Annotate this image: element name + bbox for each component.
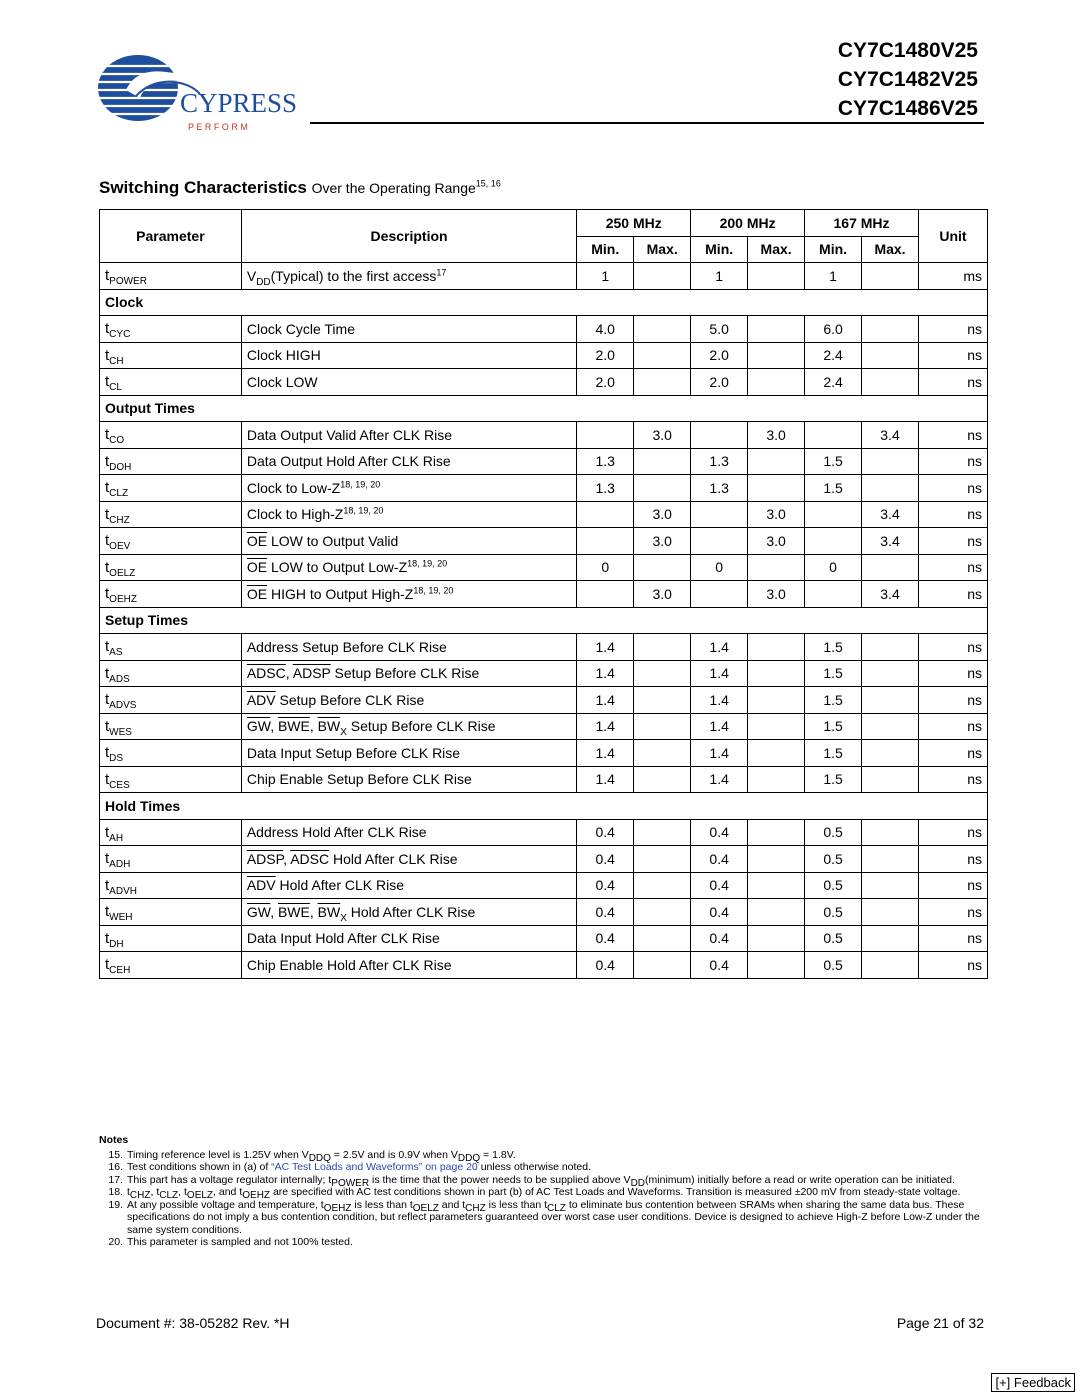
min-value-cell: 1.4 xyxy=(577,740,634,767)
min-value-cell: 1.4 xyxy=(577,660,634,687)
cypress-logo xyxy=(96,50,306,135)
min-value-cell: 1.4 xyxy=(577,713,634,740)
max-value-cell xyxy=(748,475,805,502)
max-value-cell xyxy=(862,740,919,767)
table-row xyxy=(100,952,988,979)
min-value-cell xyxy=(691,528,748,555)
unit-cell: ns xyxy=(918,713,987,740)
min-value-cell: 0.5 xyxy=(805,846,862,873)
min-value-cell: 1.3 xyxy=(577,448,634,475)
parameter-cell: $t_{AS}$ xyxy=(100,634,242,661)
min-value-cell: 1.4 xyxy=(691,740,748,767)
unit-cell: ns xyxy=(918,369,987,396)
group-label: Setup Times xyxy=(100,607,988,634)
max-value-cell xyxy=(862,819,919,846)
unit-cell: ns xyxy=(918,952,987,979)
min-value-cell: 1.5 xyxy=(805,475,862,502)
header-167mhz: 167 MHz xyxy=(805,210,919,237)
table-row xyxy=(100,528,988,555)
parameter-cell: $t_{CO}$ xyxy=(100,422,242,449)
section-refs: 15, 16 xyxy=(475,178,501,189)
description-cell: Chip Enable Hold After CLK Rise xyxy=(241,952,576,979)
table-row xyxy=(100,740,988,767)
note-16: 16. Test conditions shown in (a) of “AC Test Loads and Waveforms” on page 20 unless otherwise noted. xyxy=(108,1161,592,1173)
min-value-cell: 0.4 xyxy=(691,872,748,899)
max-value-cell xyxy=(634,819,691,846)
description-cell: ADSC, ADSP Setup Before CLK Rise xyxy=(241,660,576,687)
max-value-cell xyxy=(634,263,691,290)
min-value-cell: 0.5 xyxy=(805,952,862,979)
parameter-cell: $t_{OEV}$ xyxy=(100,528,242,555)
header-max: Max. xyxy=(634,236,691,263)
max-value-cell xyxy=(748,263,805,290)
max-value-cell xyxy=(748,554,805,581)
section-subtitle: Over the Operating Range xyxy=(311,180,476,196)
max-value-cell xyxy=(748,342,805,369)
parameter-cell: $t_{CES}$ xyxy=(100,766,242,793)
header-200mhz: 200 MHz xyxy=(691,210,805,237)
min-value-cell: 2.0 xyxy=(691,369,748,396)
min-value-cell: 1.4 xyxy=(577,766,634,793)
min-value-cell: 1.4 xyxy=(577,687,634,714)
max-value-cell xyxy=(634,342,691,369)
parameter-cell: $t_{CYC}$ xyxy=(100,316,242,343)
header-max: Max. xyxy=(862,236,919,263)
table-row xyxy=(100,369,988,396)
parameter-cell: $t_{CEH}$ xyxy=(100,952,242,979)
page-number: Page 21 of 32 xyxy=(896,1315,984,1331)
min-value-cell: 1.5 xyxy=(805,687,862,714)
min-value-cell: 0.5 xyxy=(805,872,862,899)
min-value-cell: 0.5 xyxy=(805,819,862,846)
min-value-cell xyxy=(805,581,862,608)
min-value-cell: 0.5 xyxy=(805,925,862,952)
description-cell: Data Input Hold After CLK Rise xyxy=(241,925,576,952)
part-number: CY7C1482V25 xyxy=(837,68,978,91)
max-value-cell xyxy=(862,766,919,793)
max-value-cell xyxy=(634,925,691,952)
feedback-button[interactable]: [+] Feedback xyxy=(991,1373,1075,1392)
min-value-cell: 1.5 xyxy=(805,660,862,687)
min-value-cell xyxy=(577,528,634,555)
header-min: Min. xyxy=(691,236,748,263)
table-row xyxy=(100,687,988,714)
min-value-cell xyxy=(577,581,634,608)
max-value-cell xyxy=(862,660,919,687)
max-value-cell xyxy=(634,448,691,475)
description-cell: GW, BWE, $BW_X$ Hold After CLK Rise xyxy=(241,899,576,926)
parameter-cell: $t_{DS}$ xyxy=(100,740,242,767)
max-value-cell: 3.0 xyxy=(748,501,805,528)
description-cell: Clock to Low-$Z^{18, 19, 20}$ xyxy=(241,475,576,502)
note-18: 18. $t_{CHZ}$, $t_{CLZ}$, $t_{OELZ}$, and $t_{OEHZ}$ are specified with AC test conditions shown in part (b) of AC Test Loads and Waveforms. Transition is measured ±200 mV from steady-state voltage. xyxy=(108,1186,961,1202)
description-cell: ADSP, ADSC Hold After CLK Rise xyxy=(241,846,576,873)
max-value-cell xyxy=(748,819,805,846)
table-body xyxy=(100,263,988,979)
unit-cell: ns xyxy=(918,846,987,873)
parameter-cell: $t_{DOH}$ xyxy=(100,448,242,475)
min-value-cell: 1.5 xyxy=(805,740,862,767)
max-value-cell: 3.4 xyxy=(862,501,919,528)
section-title xyxy=(99,178,501,198)
description-cell: OE HIGH to Output High-$Z^{18, 19, 20}$ xyxy=(241,581,576,608)
max-value-cell xyxy=(748,634,805,661)
max-value-cell xyxy=(634,687,691,714)
note-17: 17. This part has a voltage regulator internally; $t_{POWER}$ is the time that the power needs to be supplied above $V_{DD}(minimum)$ initially before a read or write operation can be initiated. xyxy=(108,1173,955,1189)
unit-cell: ns xyxy=(918,501,987,528)
min-value-cell xyxy=(577,501,634,528)
min-value-cell: 2.0 xyxy=(577,342,634,369)
unit-cell: ns xyxy=(918,766,987,793)
min-value-cell: 1.4 xyxy=(691,713,748,740)
table-row xyxy=(100,660,988,687)
table-row xyxy=(100,263,988,290)
min-value-cell: 1.4 xyxy=(577,634,634,661)
max-value-cell xyxy=(862,872,919,899)
min-value-cell: 0.4 xyxy=(577,952,634,979)
max-value-cell xyxy=(634,846,691,873)
header-unit: Unit xyxy=(918,210,987,263)
max-value-cell: 3.4 xyxy=(862,581,919,608)
table-row xyxy=(100,448,988,475)
parameter-cell: $t_{ADS}$ xyxy=(100,660,242,687)
min-value-cell: 1.5 xyxy=(805,448,862,475)
table-group-row xyxy=(100,289,988,316)
min-value-cell: 2.4 xyxy=(805,369,862,396)
group-label: Clock xyxy=(100,289,988,316)
min-value-cell xyxy=(805,422,862,449)
max-value-cell xyxy=(862,925,919,952)
table-row xyxy=(100,554,988,581)
description-cell: Data Output Hold After CLK Rise xyxy=(241,448,576,475)
max-value-cell: 3.0 xyxy=(634,501,691,528)
table-row xyxy=(100,634,988,661)
unit-cell: ns xyxy=(918,581,987,608)
max-value-cell: 3.4 xyxy=(862,422,919,449)
unit-cell: ns xyxy=(918,819,987,846)
max-value-cell: 3.0 xyxy=(634,528,691,555)
max-value-cell: 3.0 xyxy=(634,422,691,449)
parameter-cell: $t_{CH}$ xyxy=(100,342,242,369)
table-row xyxy=(100,342,988,369)
max-value-cell xyxy=(862,448,919,475)
unit-cell: ns xyxy=(918,475,987,502)
unit-cell: ns xyxy=(918,660,987,687)
unit-cell: ns xyxy=(918,554,987,581)
parameter-cell: $t_{WEH}$ xyxy=(100,899,242,926)
max-value-cell: 3.0 xyxy=(748,581,805,608)
max-value-cell xyxy=(748,846,805,873)
min-value-cell: 1.5 xyxy=(805,766,862,793)
unit-cell: ns xyxy=(918,448,987,475)
max-value-cell xyxy=(748,740,805,767)
section-title-text: Switching Characteristics xyxy=(99,178,307,197)
min-value-cell: 1.4 xyxy=(691,766,748,793)
min-value-cell: 0.4 xyxy=(691,952,748,979)
min-value-cell: 0 xyxy=(691,554,748,581)
min-value-cell: 0 xyxy=(805,554,862,581)
table-row xyxy=(100,925,988,952)
table-group-row xyxy=(100,793,988,820)
max-value-cell xyxy=(862,369,919,396)
max-value-cell xyxy=(748,687,805,714)
min-value-cell: 6.0 xyxy=(805,316,862,343)
max-value-cell xyxy=(634,554,691,581)
parameter-cell: $t_{ADVS}$ xyxy=(100,687,242,714)
table-row xyxy=(100,316,988,343)
unit-cell: ms xyxy=(918,263,987,290)
max-value-cell xyxy=(634,634,691,661)
unit-cell: ns xyxy=(918,740,987,767)
description-cell: Address Setup Before CLK Rise xyxy=(241,634,576,661)
parameter-cell: $t_{DH}$ xyxy=(100,925,242,952)
table-group-row xyxy=(100,395,988,422)
min-value-cell xyxy=(691,422,748,449)
min-value-cell: 4.0 xyxy=(577,316,634,343)
unit-cell: ns xyxy=(918,899,987,926)
min-value-cell: 0.4 xyxy=(691,819,748,846)
max-value-cell xyxy=(862,846,919,873)
note-20: 20. This parameter is sampled and not 100% tested. xyxy=(108,1236,353,1248)
max-value-cell: 3.4 xyxy=(862,528,919,555)
part-number: CY7C1486V25 xyxy=(837,97,978,120)
max-value-cell: 3.0 xyxy=(748,528,805,555)
min-value-cell: 0 xyxy=(577,554,634,581)
logo-wordmark: CYPRESS xyxy=(180,88,298,118)
min-value-cell: 1.3 xyxy=(691,448,748,475)
max-value-cell xyxy=(748,369,805,396)
parameter-cell: $t_{CLZ}$ xyxy=(100,475,242,502)
description-cell: ADV Setup Before CLK Rise xyxy=(241,687,576,714)
min-value-cell: 1.3 xyxy=(691,475,748,502)
parameter-cell: $t_{ADH}$ xyxy=(100,846,242,873)
min-value-cell: 1.5 xyxy=(805,634,862,661)
max-value-cell xyxy=(862,316,919,343)
max-value-cell xyxy=(862,475,919,502)
max-value-cell xyxy=(862,713,919,740)
table-group-row xyxy=(100,607,988,634)
table-row xyxy=(100,581,988,608)
header-parameter: Parameter xyxy=(100,210,242,263)
parameter-cell: $t_{ADVH}$ xyxy=(100,872,242,899)
parameter-cell: $t_{CHZ}$ xyxy=(100,501,242,528)
max-value-cell xyxy=(634,899,691,926)
cypress-logo-graphic xyxy=(96,50,306,135)
max-value-cell xyxy=(634,766,691,793)
min-value-cell: 0.4 xyxy=(691,925,748,952)
table-row xyxy=(100,872,988,899)
max-value-cell xyxy=(748,713,805,740)
note-15: 15. Timing reference level is 1.25V when $V_{DDQ} = 2.5V$ and is 0.9V when $V_{DDQ} = 1.8V$. xyxy=(108,1148,516,1164)
switching-characteristics-table xyxy=(99,209,988,979)
part-number: CY7C1480V25 xyxy=(837,39,978,62)
min-value-cell: 5.0 xyxy=(691,316,748,343)
group-label: Hold Times xyxy=(100,793,988,820)
parameter-cell: $t_{POWER}$ xyxy=(100,263,242,290)
unit-cell: ns xyxy=(918,925,987,952)
table-row xyxy=(100,713,988,740)
max-value-cell xyxy=(862,554,919,581)
min-value-cell: 0.4 xyxy=(577,819,634,846)
ac-test-loads-link[interactable]: “AC Test Loads and Waveforms” on page 20 xyxy=(271,1161,478,1173)
min-value-cell: 0.5 xyxy=(805,899,862,926)
description-cell: OE LOW to Output Valid xyxy=(241,528,576,555)
header-min: Min. xyxy=(805,236,862,263)
max-value-cell xyxy=(748,899,805,926)
min-value-cell: 0.4 xyxy=(577,899,634,926)
max-value-cell xyxy=(634,660,691,687)
notes-heading: Notes xyxy=(99,1134,129,1146)
unit-cell: ns xyxy=(918,422,987,449)
unit-cell: ns xyxy=(918,316,987,343)
description-cell: Clock LOW xyxy=(241,369,576,396)
min-value-cell: 0.4 xyxy=(691,846,748,873)
description-cell: Clock HIGH xyxy=(241,342,576,369)
max-value-cell xyxy=(862,263,919,290)
document-number: Document #: 38-05282 Rev. *H xyxy=(96,1315,290,1331)
description-cell: $V_{DD}(Typical)$ to the first access$^{17}$ xyxy=(241,263,576,290)
header-rule xyxy=(310,122,984,124)
min-value-cell: 2.0 xyxy=(577,369,634,396)
max-value-cell xyxy=(634,713,691,740)
max-value-cell xyxy=(748,952,805,979)
header-description: Description xyxy=(241,210,576,263)
max-value-cell xyxy=(748,316,805,343)
min-value-cell xyxy=(691,501,748,528)
min-value-cell: 1.4 xyxy=(691,660,748,687)
unit-cell: ns xyxy=(918,528,987,555)
table-row xyxy=(100,501,988,528)
min-value-cell xyxy=(577,422,634,449)
parameter-cell: $t_{OELZ}$ xyxy=(100,554,242,581)
min-value-cell xyxy=(691,581,748,608)
min-value-cell xyxy=(805,501,862,528)
max-value-cell xyxy=(862,634,919,661)
table-row xyxy=(100,846,988,873)
description-cell: ADV Hold After CLK Rise xyxy=(241,872,576,899)
max-value-cell xyxy=(862,687,919,714)
description-cell: GW, BWE, $BW_X$ Setup Before CLK Rise xyxy=(241,713,576,740)
parameter-cell: $t_{OEHZ}$ xyxy=(100,581,242,608)
min-value-cell: 0.4 xyxy=(691,899,748,926)
max-value-cell xyxy=(634,952,691,979)
max-value-cell xyxy=(634,872,691,899)
max-value-cell xyxy=(748,660,805,687)
min-value-cell: 1 xyxy=(805,263,862,290)
parameter-cell: $t_{CL}$ xyxy=(100,369,242,396)
max-value-cell xyxy=(748,925,805,952)
min-value-cell: 1.4 xyxy=(691,687,748,714)
logo-tagline: P E R F O R M xyxy=(188,122,248,132)
min-value-cell xyxy=(805,528,862,555)
table-row xyxy=(100,422,988,449)
table-row xyxy=(100,766,988,793)
description-cell: Chip Enable Setup Before CLK Rise xyxy=(241,766,576,793)
part-number-list xyxy=(838,36,978,123)
description-cell: Clock Cycle Time xyxy=(241,316,576,343)
max-value-cell xyxy=(862,899,919,926)
description-cell: OE LOW to Output Low-$Z^{18, 19, 20}$ xyxy=(241,554,576,581)
max-value-cell xyxy=(634,475,691,502)
header-max: Max. xyxy=(748,236,805,263)
table-row xyxy=(100,819,988,846)
max-value-cell xyxy=(748,766,805,793)
min-value-cell: 1.3 xyxy=(577,475,634,502)
max-value-cell xyxy=(862,342,919,369)
max-value-cell xyxy=(748,448,805,475)
min-value-cell: 0.4 xyxy=(577,925,634,952)
max-value-cell xyxy=(748,872,805,899)
note-19: 19. At any possible voltage and temperature, $t_{OEHZ}$ is less than $t_{OELZ}$ and $t_{CHZ}$ is less than $t_{CLZ}$ to eliminate bus contention between SRAMs when sharing the same data bus. These specifications do not imply a bus contention condition, but reflect parameters guaranteed over worst case user conditions. Device is designed to achieve High-Z before Low-Z under the same system conditions. xyxy=(108,1198,980,1236)
description-cell: Clock to High-$Z^{18, 19, 20}$ xyxy=(241,501,576,528)
min-value-cell: 0.4 xyxy=(577,846,634,873)
unit-cell: ns xyxy=(918,872,987,899)
max-value-cell: 3.0 xyxy=(748,422,805,449)
min-value-cell: 1.4 xyxy=(691,634,748,661)
unit-cell: ns xyxy=(918,342,987,369)
max-value-cell xyxy=(634,369,691,396)
unit-cell: ns xyxy=(918,687,987,714)
min-value-cell: 1 xyxy=(691,263,748,290)
parameter-cell: $t_{AH}$ xyxy=(100,819,242,846)
max-value-cell: 3.0 xyxy=(634,581,691,608)
unit-cell: ns xyxy=(918,634,987,661)
header-min: Min. xyxy=(577,236,634,263)
min-value-cell: 2.4 xyxy=(805,342,862,369)
header-250mhz: 250 MHz xyxy=(577,210,691,237)
max-value-cell xyxy=(634,316,691,343)
min-value-cell: 2.0 xyxy=(691,342,748,369)
description-cell: Data Output Valid After CLK Rise xyxy=(241,422,576,449)
min-value-cell: 1 xyxy=(577,263,634,290)
min-value-cell: 1.5 xyxy=(805,713,862,740)
group-label: Output Times xyxy=(100,395,988,422)
parameter-cell: $t_{WES}$ xyxy=(100,713,242,740)
min-value-cell: 0.4 xyxy=(577,872,634,899)
table-row xyxy=(100,475,988,502)
max-value-cell xyxy=(862,952,919,979)
table-row xyxy=(100,899,988,926)
max-value-cell xyxy=(634,740,691,767)
notes xyxy=(99,1134,989,1249)
description-cell: Data Input Setup Before CLK Rise xyxy=(241,740,576,767)
description-cell: Address Hold After CLK Rise xyxy=(241,819,576,846)
